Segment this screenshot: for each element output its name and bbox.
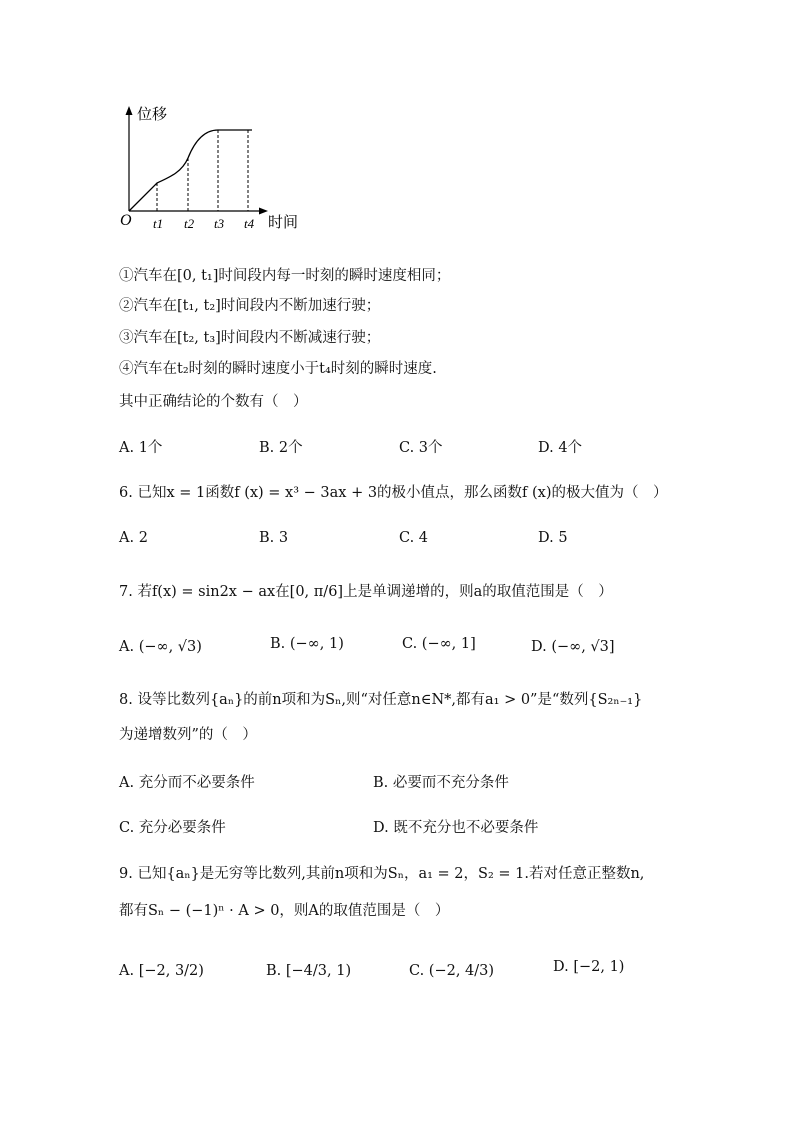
q7-option-b: B. (−∞, 1): [270, 636, 344, 652]
q5-question: 其中正确结论的个数有（ ）: [119, 394, 308, 410]
q8-option-b: B. 必要而不充分条件: [373, 775, 509, 791]
x-axis-arrow: [259, 208, 268, 215]
q7-option-a: A. (−∞, √3): [119, 639, 202, 655]
q9-question-line2: 都有Sₙ − (−1)ⁿ · A > 0，则A的取值范围是（ ）: [119, 903, 450, 919]
q8-option-d: D. 既不充分也不必要条件: [373, 820, 539, 836]
q6-option-b: B. 3: [259, 530, 289, 546]
q5-option-c: C. 3个: [399, 440, 443, 456]
q8-option-c: C. 充分必要条件: [119, 820, 226, 836]
x-axis-label: 时间: [268, 215, 299, 231]
q6-option-c: C. 4: [399, 530, 429, 546]
origin-label: O: [120, 212, 132, 229]
q6-option-a: A. 2: [119, 530, 148, 546]
q7-question: 7. 若f(x) = sin2x − ax在[0, π/6]上是单调递增的，则a的取值范围是（ ）: [119, 584, 613, 600]
statement-2: ②汽车在[t₁, t₂]时间段内不断加速行驶；: [119, 298, 381, 314]
q8-question-line1: 8. 设等比数列{aₙ}的前n项和为Sₙ,则“对任意n∈N*,都有a₁ > 0”是“数列{S₂ₙ₋₁}: [119, 692, 643, 708]
q9-option-a: A. [−2, 3/2): [119, 963, 204, 979]
y-axis-label: 位移: [137, 107, 168, 123]
q5-option-d: D. 4个: [538, 440, 583, 456]
q9-option-c: C. (−2, 4/3): [409, 963, 495, 979]
statement-3: ③汽车在[t₂, t₃]时间段内不断减速行驶；: [119, 330, 381, 346]
tick-label-t1: t1: [153, 216, 164, 231]
displacement-curve: [129, 130, 252, 211]
y-axis-arrow: [126, 106, 133, 115]
q8-option-a: A. 充分而不必要条件: [119, 775, 255, 791]
q5-option-b: B. 2个: [259, 440, 303, 456]
q7-option-c: C. (−∞, 1]: [402, 636, 476, 652]
q9-question-line1: 9. 已知{aₙ}是无穷等比数列,其前n项和为Sₙ，a₁ = 2，S₂ = 1.若对任意正整数n,: [119, 866, 645, 882]
displacement-time-graph: [110, 100, 310, 235]
q7-option-d: D. (−∞, √3]: [531, 639, 615, 655]
tick-label-t4: t4: [244, 216, 255, 231]
statement-4: ④汽车在t₂时刻的瞬时速度小于t₄时刻的瞬时速度.: [119, 361, 437, 377]
q6-option-d: D. 5: [538, 530, 568, 546]
q6-question: 6. 已知x = 1函数f (x) = x³ − 3ax + 3的极小值点，那么函数f (x)的极大值为（ ）: [119, 485, 668, 501]
q9-option-d: D. [−2, 1): [553, 959, 625, 975]
tick-label-t3: t3: [214, 216, 225, 231]
q8-question-line2: 为递增数列”的（ ）: [119, 727, 257, 743]
tick-label-t2: t2: [184, 216, 195, 231]
q5-option-a: A. 1个: [119, 440, 163, 456]
q9-option-b: B. [−4/3, 1): [266, 963, 352, 979]
statement-1: ①汽车在[0, t₁]时间段内每一时刻的瞬时速度相同；: [119, 268, 451, 284]
